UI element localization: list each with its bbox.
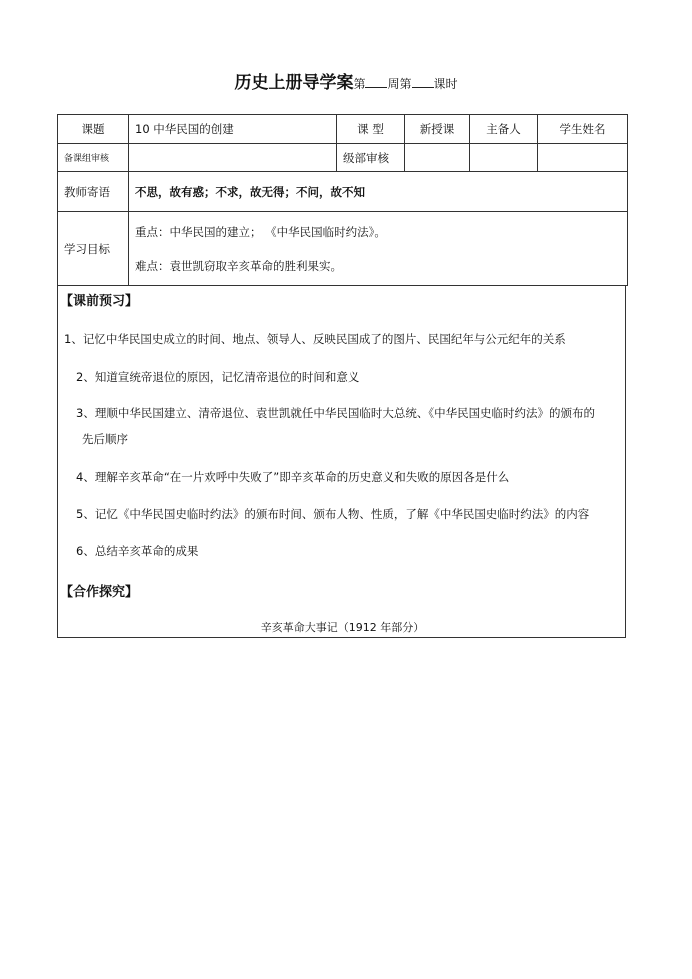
- title-main: 历史上册导学案: [234, 73, 354, 93]
- student-label: 学生姓名: [538, 115, 628, 144]
- cooperation-heading: 【合作探究】: [60, 585, 139, 600]
- title-week-suffix: 周第: [387, 77, 412, 91]
- grade-review-value: [405, 144, 470, 172]
- type-value: 新授课: [405, 115, 470, 144]
- empty-cell: [538, 144, 628, 172]
- difficult-point: 难点：袁世凯窃取辛亥革命的胜利果实。: [135, 258, 342, 273]
- preview-item: 2、知道宣统帝退位的原因，记忆清帝退位的时间和意义: [76, 370, 360, 384]
- type-label: 课 型: [337, 115, 405, 144]
- content-box: [57, 285, 626, 638]
- lesson-blank: [412, 73, 434, 88]
- table-row: [58, 144, 628, 172]
- table-row: [58, 212, 628, 286]
- topic-label: 课题: [58, 115, 129, 144]
- group-review-label: 备课组审核: [58, 144, 129, 172]
- preview-item: 6、总结辛亥革命的成果: [76, 544, 199, 558]
- title-week-prefix: 第: [353, 77, 366, 91]
- info-table: [57, 114, 628, 286]
- learning-goals-label: 学习目标: [58, 212, 129, 286]
- preview-item: 先后顺序: [82, 432, 128, 446]
- learning-goals-value: [129, 212, 628, 286]
- preview-item: 5、记忆《中华民国史临时约法》的颁布时间、颁布人物、性质，了解《中华民国史临时约法》的内容: [76, 507, 590, 521]
- preview-item: 1、记忆中华民国史成立的时间、地点、领导人、反映民国成了的图片、民国纪年与公元纪年的关系: [64, 332, 566, 346]
- group-review-value: [129, 144, 337, 172]
- preview-heading: 【课前预习】: [60, 294, 139, 309]
- week-blank: [365, 73, 387, 88]
- preparer-label: 主备人: [470, 115, 538, 144]
- teacher-message-label: 教师寄语: [58, 172, 129, 212]
- page-title: [0, 68, 692, 93]
- key-point: 重点：中华民国的建立； 《中华民国临时约法》。: [135, 224, 386, 239]
- timeline-caption: 辛亥革命大事记（1912 年部分）: [260, 621, 425, 634]
- table-row: [58, 172, 628, 212]
- preview-item: 3、理顺中华民国建立、清帝退位、袁世凯就任中华民国临时大总统、《中华民国史临时约法》的颁布的: [76, 406, 596, 420]
- empty-cell: [470, 144, 538, 172]
- preview-item: 4、理解辛亥革命“在一片欢呼中失败了”即辛亥革命的历史意义和失败的原因各是什么: [76, 470, 510, 484]
- topic-value: 10 中华民国的创建: [129, 115, 337, 144]
- table-row: [58, 115, 628, 144]
- title-lesson-suffix: 课时: [433, 77, 458, 91]
- grade-review-label: 级部审核: [337, 144, 405, 172]
- teacher-message-value: 不思，故有惑；不求，故无得；不问，故不知: [129, 172, 628, 212]
